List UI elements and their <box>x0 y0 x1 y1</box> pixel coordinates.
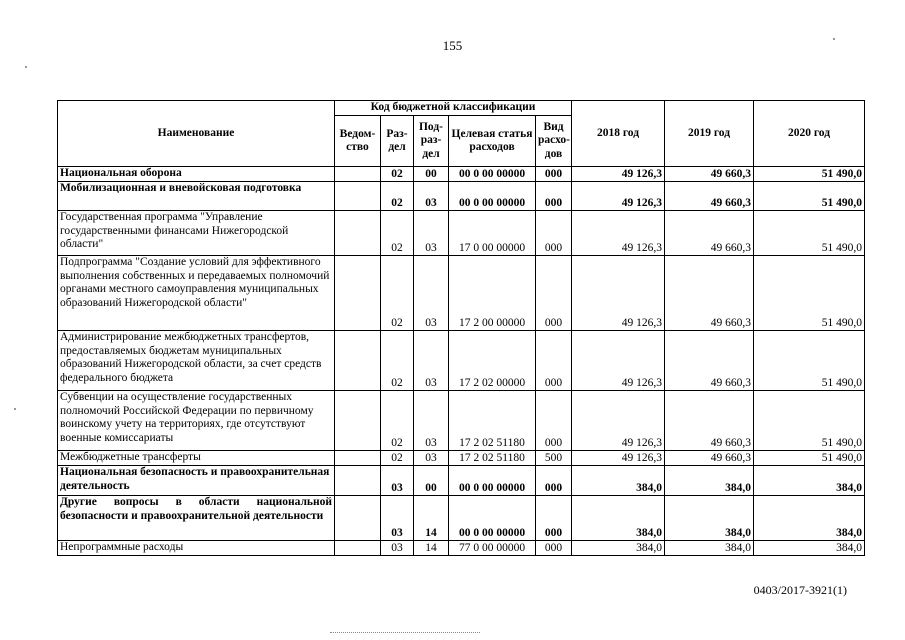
header-2018: 2018 год <box>572 101 665 167</box>
row-name: Непрограммные расходы <box>58 541 335 556</box>
row-2020: 51 490,0 <box>754 391 865 451</box>
row-2020: 384,0 <box>754 541 865 556</box>
row-2018: 49 126,3 <box>572 451 665 466</box>
row-razdel: 03 <box>381 466 414 496</box>
row-vid: 000 <box>536 256 572 331</box>
row-celevaya: 00 0 00 00000 <box>449 182 536 211</box>
header-vedomstvo: Ведом-ство <box>335 116 381 167</box>
row-2019: 49 660,3 <box>665 451 754 466</box>
row-2020: 51 490,0 <box>754 451 865 466</box>
row-2019: 49 660,3 <box>665 256 754 331</box>
row-podrazdel: 03 <box>414 256 449 331</box>
page-number: 155 <box>442 38 463 53</box>
row-celevaya: 17 2 02 51180 <box>449 451 536 466</box>
row-vid: 500 <box>536 451 572 466</box>
table-row <box>58 182 865 211</box>
row-razdel: 02 <box>381 391 414 451</box>
scan-dot <box>25 66 27 68</box>
row-name: Субвенции на осуществление государственных полномочий Российской Федерации по первичному воинскому учету на территориях, где отсутствуют военные комиссариаты <box>58 391 335 451</box>
row-vid: 000 <box>536 466 572 496</box>
row-2019: 49 660,3 <box>665 331 754 391</box>
header-celevaya: Целевая статья расходов <box>449 116 536 167</box>
header-name: Наименование <box>58 101 335 167</box>
row-2019: 49 660,3 <box>665 391 754 451</box>
header-2019: 2019 год <box>665 101 754 167</box>
row-2018: 49 126,3 <box>572 331 665 391</box>
row-vid: 000 <box>536 496 572 541</box>
table-row <box>58 211 865 256</box>
row-celevaya: 17 2 00 00000 <box>449 256 536 331</box>
scan-dot <box>14 408 16 410</box>
row-razdel: 02 <box>381 167 414 182</box>
table-row <box>58 466 865 496</box>
row-podrazdel: 03 <box>414 182 449 211</box>
row-2019: 49 660,3 <box>665 211 754 256</box>
row-2020: 51 490,0 <box>754 182 865 211</box>
row-razdel: 02 <box>381 182 414 211</box>
row-podrazdel: 14 <box>414 541 449 556</box>
row-podrazdel: 03 <box>414 211 449 256</box>
row-name: Государственная программа "Управление государственными финансами Нижегородской области" <box>58 211 335 256</box>
table-row <box>58 496 865 541</box>
row-2018: 384,0 <box>572 466 665 496</box>
row-2018: 49 126,3 <box>572 211 665 256</box>
row-vid: 000 <box>536 182 572 211</box>
table-row <box>58 331 865 391</box>
header-podrazdel: Под-раз-дел <box>414 116 449 167</box>
table-row <box>58 167 865 182</box>
header-vid: Вид расхо-дов <box>536 116 572 167</box>
row-2018: 384,0 <box>572 541 665 556</box>
row-celevaya: 00 0 00 00000 <box>449 466 536 496</box>
row-podrazdel: 03 <box>414 451 449 466</box>
row-razdel: 03 <box>381 541 414 556</box>
row-ved <box>335 256 381 331</box>
row-2018: 49 126,3 <box>572 256 665 331</box>
row-name: Администрирование межбюджетных трансфертов, предоставляемых бюджетам муниципальных образований Нижегородской области, за счет средств федерального бюджета <box>58 331 335 391</box>
row-podrazdel: 00 <box>414 466 449 496</box>
row-2019: 384,0 <box>665 466 754 496</box>
row-celevaya: 00 0 00 00000 <box>449 167 536 182</box>
header-razdel: Раз-дел <box>381 116 414 167</box>
row-ved <box>335 167 381 182</box>
row-podrazdel: 03 <box>414 391 449 451</box>
row-ved <box>335 182 381 211</box>
row-2020: 384,0 <box>754 496 865 541</box>
row-celevaya: 17 2 02 51180 <box>449 391 536 451</box>
row-name: Межбюджетные трансферты <box>58 451 335 466</box>
table-row <box>58 256 865 331</box>
row-razdel: 03 <box>381 496 414 541</box>
row-celevaya: 77 0 00 00000 <box>449 541 536 556</box>
row-name: Другие вопросы в области национальной безопасности и правоохранительной деятельности <box>58 496 335 541</box>
scan-edge-marks <box>330 632 480 637</box>
row-2018: 384,0 <box>572 496 665 541</box>
row-name: Национальная безопасность и правоохранительная деятельность <box>58 466 335 496</box>
row-2020: 51 490,0 <box>754 167 865 182</box>
header-2020: 2020 год <box>754 101 865 167</box>
row-name: Национальная оборона <box>58 167 335 182</box>
scan-dot <box>833 38 835 40</box>
row-celevaya: 17 2 02 00000 <box>449 331 536 391</box>
row-razdel: 02 <box>381 331 414 391</box>
row-2019: 384,0 <box>665 541 754 556</box>
row-2020: 51 490,0 <box>754 331 865 391</box>
row-2020: 51 490,0 <box>754 211 865 256</box>
row-vid: 000 <box>536 541 572 556</box>
row-celevaya: 00 0 00 00000 <box>449 496 536 541</box>
row-ved <box>335 541 381 556</box>
row-razdel: 02 <box>381 451 414 466</box>
table-row <box>58 451 865 466</box>
row-2020: 384,0 <box>754 466 865 496</box>
table-row <box>58 541 865 556</box>
row-vid: 000 <box>536 211 572 256</box>
row-ved <box>335 391 381 451</box>
row-2019: 384,0 <box>665 496 754 541</box>
header-code-group: Код бюджетной классификации <box>335 101 572 116</box>
document-code: 0403/2017-3921(1) <box>753 583 847 597</box>
row-vid: 000 <box>536 167 572 182</box>
table-row <box>58 391 865 451</box>
row-2018: 49 126,3 <box>572 182 665 211</box>
budget-table <box>57 100 865 556</box>
row-2018: 49 126,3 <box>572 391 665 451</box>
row-2018: 49 126,3 <box>572 167 665 182</box>
row-razdel: 02 <box>381 256 414 331</box>
row-celevaya: 17 0 00 00000 <box>449 211 536 256</box>
row-ved <box>335 331 381 391</box>
row-ved <box>335 211 381 256</box>
row-vid: 000 <box>536 391 572 451</box>
row-podrazdel: 03 <box>414 331 449 391</box>
row-ved <box>335 466 381 496</box>
row-podrazdel: 00 <box>414 167 449 182</box>
row-name: Подпрограмма "Создание условий для эффективного выполнения собственных и передаваемых полномочий органами местного самоуправления муниципальных образований Нижегородской области" <box>58 256 335 331</box>
row-ved <box>335 496 381 541</box>
row-2019: 49 660,3 <box>665 182 754 211</box>
row-ved <box>335 451 381 466</box>
row-razdel: 02 <box>381 211 414 256</box>
row-name: Мобилизационная и вневойсковая подготовка <box>58 182 335 211</box>
row-2020: 51 490,0 <box>754 256 865 331</box>
row-2019: 49 660,3 <box>665 167 754 182</box>
row-podrazdel: 14 <box>414 496 449 541</box>
row-vid: 000 <box>536 331 572 391</box>
